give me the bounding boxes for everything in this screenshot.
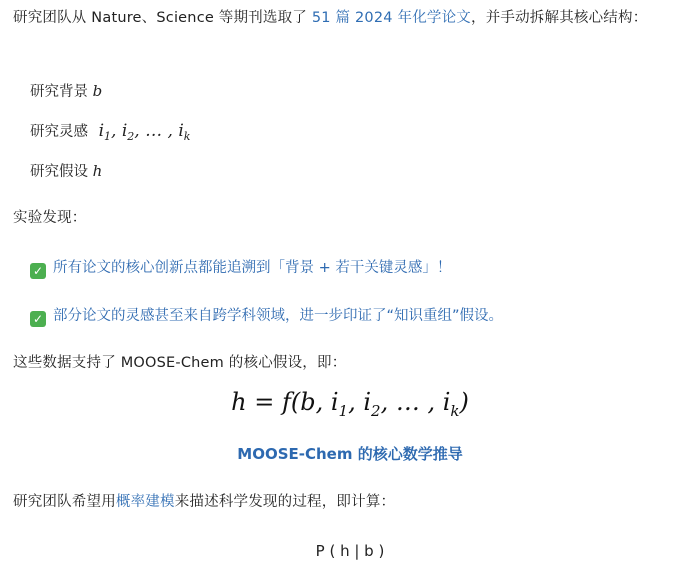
finding-item-2 (30, 305, 503, 327)
section-title: MOOSE-Chem 的核心数学推导 (237, 445, 463, 463)
intro-highlight: 51 篇 2024 年化学论文 (311, 10, 471, 26)
inspiration-formula: $i_1$, $i_2$, … , $i_k$ (98, 121, 191, 143)
finding-text-2: 部分论文的灵感甚至来自跨学科领域，进一步印证了“知识重组”假设。 (53, 308, 504, 324)
findings-heading: 实验发现： (13, 210, 87, 226)
core-formula: h = f(b, $i_1$, $i_2$, … , $i_k$) (231, 388, 469, 420)
intro-suffix: ，并手动拆解其核心结构： (471, 10, 648, 26)
derivation-paragraph (13, 487, 689, 517)
component-background (30, 79, 102, 104)
background-variable: b (92, 82, 103, 100)
derivation-highlight: 概率建模 (115, 494, 175, 510)
intro-prefix: 研究团队从 Nature、Science 等期刊选取了 (13, 10, 312, 26)
component-inspiration (30, 119, 190, 149)
support-sentence: 这些数据支持了 MOOSE-Chem 的核心假设，即： (13, 355, 347, 371)
finding-text-1: 所有论文的核心创新点都能追溯到「背景 + 若干关键灵感」！ (53, 260, 452, 276)
probability-expression: P ( h | b ) (315, 542, 385, 560)
derivation-suffix: 来描述科学发现的过程，即计算： (174, 494, 396, 510)
hypothesis-label: 研究假设 (30, 164, 88, 180)
check-mark-icon: ✓ (30, 311, 46, 327)
finding-item-1 (30, 257, 451, 279)
intro-paragraph (13, 3, 689, 33)
hypothesis-variable: h (92, 162, 103, 180)
derivation-prefix: 研究团队希望用 (13, 494, 116, 510)
check-mark-icon: ✓ (30, 263, 46, 279)
inspiration-label: 研究灵感 (30, 124, 88, 140)
background-label: 研究背景 (30, 84, 88, 100)
component-hypothesis (30, 159, 102, 184)
